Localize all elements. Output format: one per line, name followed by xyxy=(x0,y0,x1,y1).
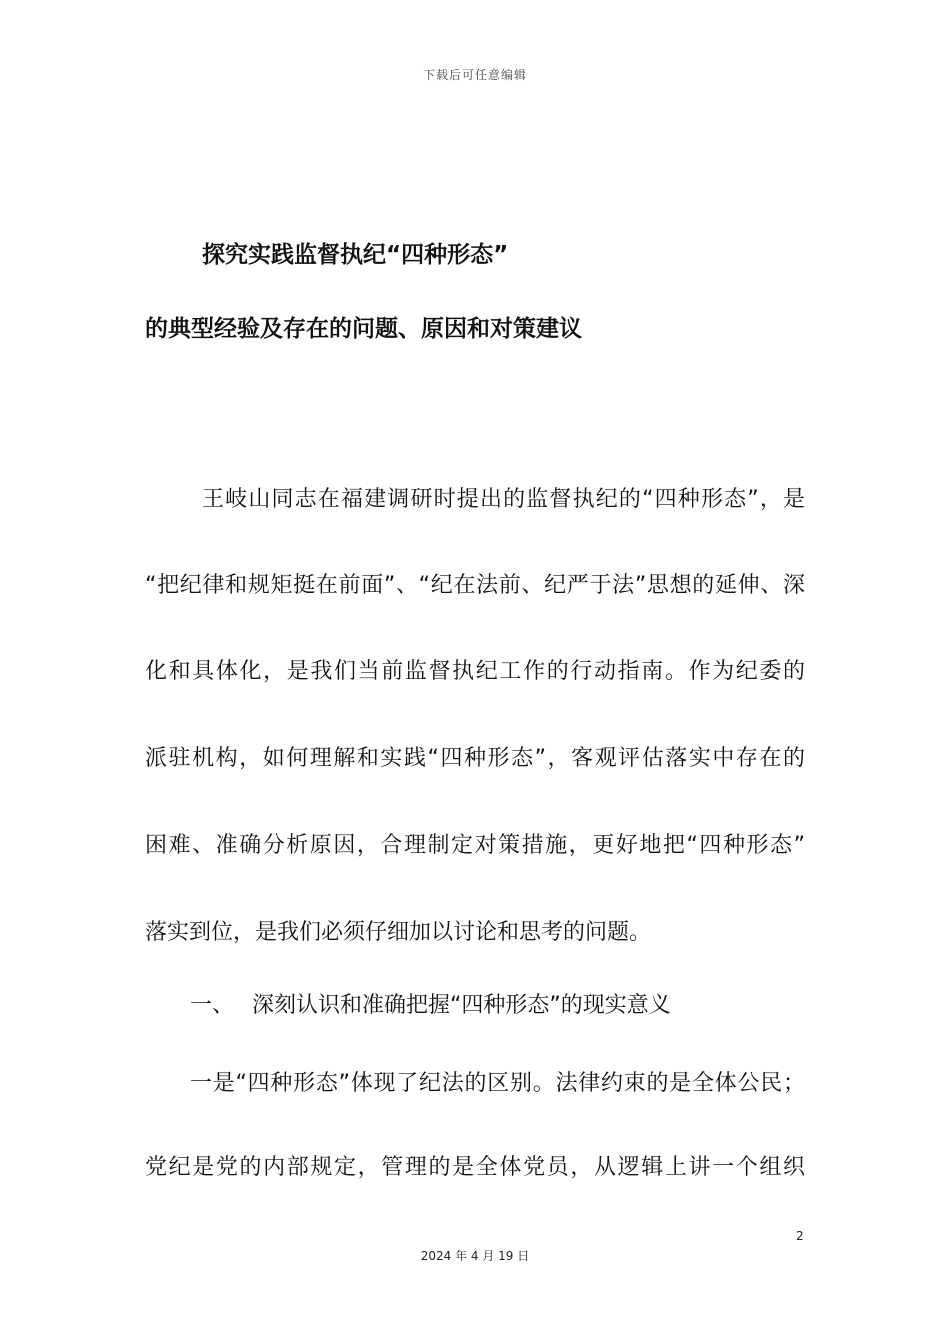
paragraph-line: “把纪律和规矩挺在前面”、“纪在法前、纪严于法”思想的延伸、深 xyxy=(145,573,805,598)
paragraph-line: 派驻机构，如何理解和实践“四种形态”，客观评估落实中存在的 xyxy=(145,746,805,771)
document-title-line-1: 探究实践监督执纪“四种形态” xyxy=(202,242,509,268)
paragraph-line: 落实到位，是我们必须仔细加以讨论和思考的问题。 xyxy=(145,920,652,945)
paragraph-line: 一是“四种形态”体现了纪法的区别。法律约束的是全体公民； xyxy=(190,1071,805,1096)
section-heading xyxy=(190,988,671,1019)
paragraph-line: 党纪是党的内部规定，管理的是全体党员，从逻辑上讲一个组织 xyxy=(145,1155,805,1180)
document-title-line-2: 的典型经验及存在的问题、原因和对策建议 xyxy=(145,316,582,342)
paragraph-line: 王岐山同志在福建调研时提出的监督执纪的“四种形态”，是 xyxy=(202,487,805,512)
section-number: 一、 xyxy=(190,993,235,1018)
footer-date: 2024 年 4 月 19 日 xyxy=(420,1249,530,1263)
section-heading-text: 深刻认识和准确把握“四种形态”的现实意义 xyxy=(252,993,671,1018)
paragraph-line: 困难、准确分析原因，合理制定对策措施，更好地把“四种形态” xyxy=(145,833,805,858)
page-number: 2 xyxy=(796,1229,804,1243)
paragraph-line: 化和具体化，是我们当前监督执纪工作的行动指南。作为纪委的 xyxy=(145,659,805,684)
page-header-note: 下载后可任意编辑 xyxy=(422,68,527,82)
